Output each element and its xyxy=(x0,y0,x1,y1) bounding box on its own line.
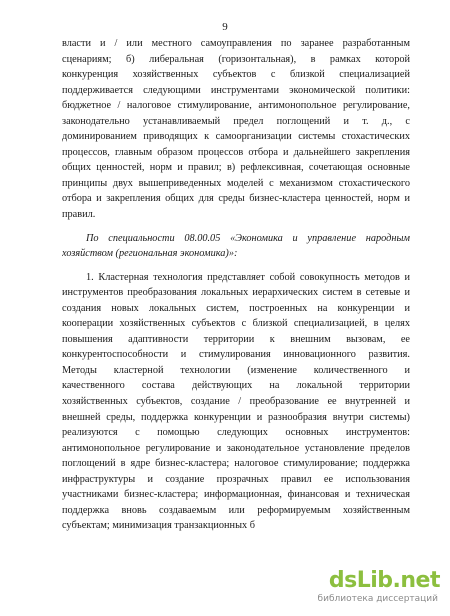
text-line: бюджетное / налоговое стимулирование, антимонопольное регулирование, xyxy=(62,100,410,112)
text-line: качественного состава действующих на локальной территории xyxy=(62,380,410,392)
text-line: правил. xyxy=(62,209,96,221)
text-line: инфраструктуры и создание прозрачных правил ее использования xyxy=(62,473,410,485)
text-line: хозяйственных субъектов, создание / преобразование ее внутренней и xyxy=(62,396,410,408)
paragraph-gap xyxy=(62,262,410,270)
page-number: 9 xyxy=(222,21,228,33)
text-line: доминированием приводящих к самоорганизации системы стохастических xyxy=(62,131,410,143)
paragraph-gap xyxy=(62,223,410,231)
heading-line: По специальности 08.00.05 «Экономика и управление народным xyxy=(86,232,410,244)
paragraph-thesis-1 xyxy=(62,270,410,534)
text-line: реализуются с помощью следующих основных инструментов: xyxy=(62,427,410,439)
paragraph-continued xyxy=(62,36,410,223)
text-line: повышения адаптивности территории к внешним вызовам, ее xyxy=(62,333,410,345)
text-line: поглощений в ядре бизнес-кластера; налоговое стимулирование; поддержка xyxy=(62,458,410,470)
text-line: принципы двух вышеприведенных моделей с механизмом стохастического xyxy=(62,177,410,189)
text-line: инструментов преобразования локальных иерархических систем в сетевые и xyxy=(62,287,410,299)
text-line: субъектам; минимизация транзакционных б xyxy=(62,520,255,532)
text-line: антимонопольное регулирование и законодательное установление пределов xyxy=(62,442,410,454)
text-line: общих ценностей, норм и правил; в) рефлексивная, сочетающая основные xyxy=(62,162,410,174)
text-line: кооперации хозяйственных субъектов с близкой специализацией, в целях xyxy=(62,318,410,330)
text-line: Методы кластерной технологии (изменение количественного и xyxy=(62,364,410,376)
document-body xyxy=(62,36,410,534)
text-line: конкурентоспособности и стимулирования инновационного развития. xyxy=(62,349,410,361)
text-line: участниками бизнес-кластера; информационная, финансовая и техническая xyxy=(62,489,410,501)
text-line: процессов, главным образом процессов отбора и дальнейшего закрепления xyxy=(62,146,410,158)
text-line: поддержка вновь создаваемым или реформируемым хозяйственным xyxy=(62,504,410,516)
text-line: 1. Кластерная технология представляет собой совокупность методов и xyxy=(86,271,410,283)
text-line: внешней среды, поддержка конкуренции и разнообразия внутри системы) xyxy=(62,411,410,423)
text-line: законодательно устанавливаемый предел поглощений и т. д., с xyxy=(62,115,410,127)
text-line: сценариям; б) либеральная (горизонтальная), в рамках которой xyxy=(62,53,410,65)
text-line: поддерживается следующими инструментами экономической политики: xyxy=(62,84,410,96)
text-line: власти и / или местного самоуправления по заранее разработанным xyxy=(62,38,410,49)
text-line: конкуренция хозяйственных субъектов с близкой специализацией xyxy=(62,69,410,81)
text-line: создания новых локальных систем, построенных на конкуренции и xyxy=(62,302,410,314)
heading-line: хозяйством (региональная экономика)»: xyxy=(62,248,238,260)
section-heading xyxy=(62,231,410,262)
watermark-caption: библиотека диссертаций xyxy=(317,594,438,604)
watermark-logo: dsLib.net xyxy=(328,568,440,593)
text-line: отбора и закрепления общих для среды бизнес-кластера ценностей, норм и xyxy=(62,193,410,205)
watermark xyxy=(315,568,440,608)
